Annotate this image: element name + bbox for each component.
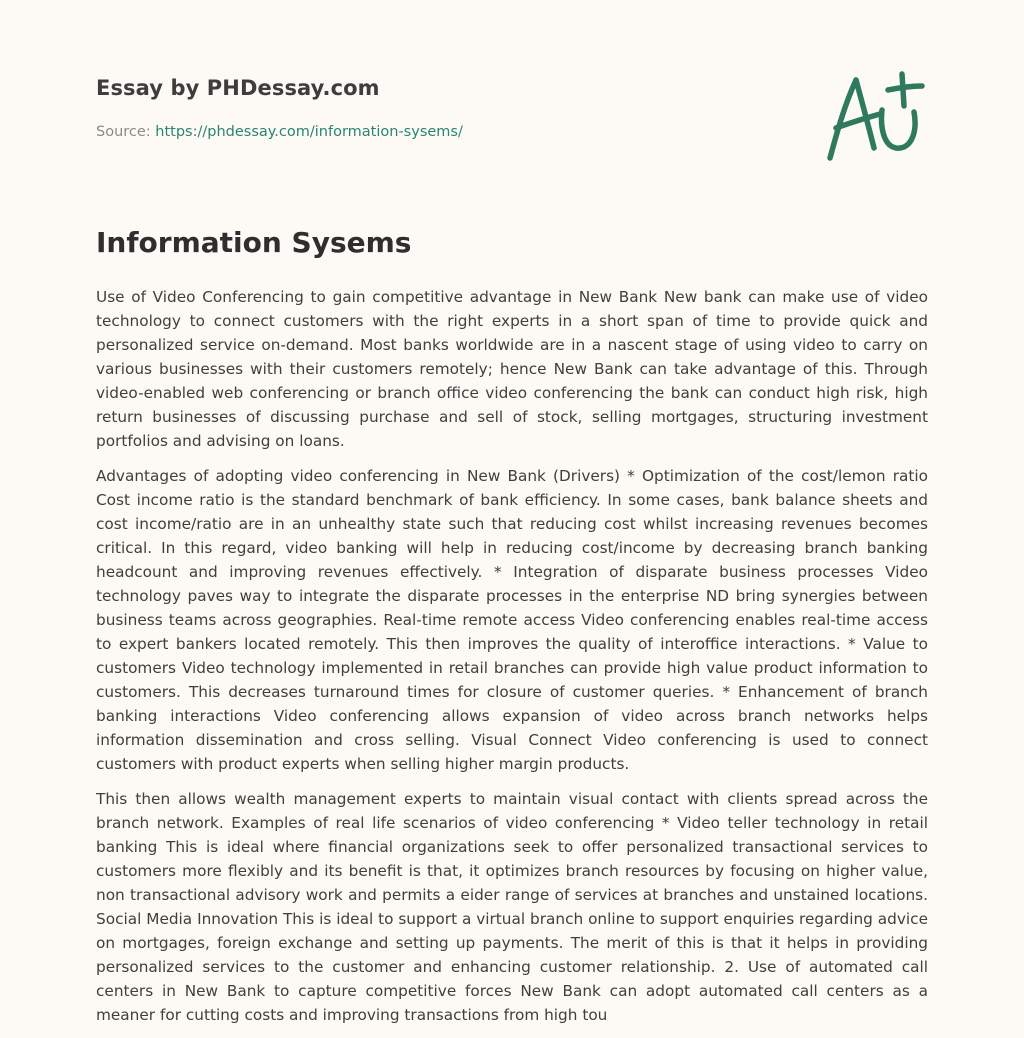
essay-paragraph: Use of Video Conferencing to gain competitive advantage in New Bank New bank can make use of video technology to connect customers with the right experts in a short span of time to provide quick and personalized service on-demand. Most banks worldwide are in a nascent stage of using video to carry on various businesses with their customers remotely; hence New Bank can take advantage of this. Through video-enabled web conferencing or branch office video conferencing the bank can conduct high risk, high return businesses of discussing purchase and sell of stock, selling mortgages, structuring investment portfolios and advising on loans. bbox=[96, 288, 928, 450]
source-link[interactable]: https://phdessay.com/information-sysems/ bbox=[155, 124, 463, 140]
essay-title: Information Sysems bbox=[96, 226, 412, 259]
essay-paragraph: This then allows wealth management experts to maintain visual contact with clients spread across the branch network. Examples of real life scenarios of video conferencing * Video teller technology in retail banking This is ideal where financial organizations seek to offer personalized transactional services to customers more flexibly and its benefit is that, it optimizes branch resources by focusing on higher value, non transactional advisory work and permits a eider range of services at branches and unstained locations. Social Media Innovation This is ideal to support a virtual branch online to support enquiries regarding advice on mortgages, foreign exchange and setting up payments. The merit of this is that it helps in providing personalized services to the customer and enhancing customer relationship. 2. Use of automated call centers in New Bank to capture competitive forces New Bank can adopt automated call centers as a meaner for cutting costs and improving transactions from high tou bbox=[96, 790, 928, 1024]
a-plus-grade-icon bbox=[822, 66, 926, 166]
essay-paragraph: Advantages of adopting video conferencing in New Bank (Drivers) * Optimization of the cost/lemon ratio Cost income ratio is the standard benchmark of bank efficiency. In some cases, bank balance sheets and cost income/ratio are in an unhealthy state such that reducing cost whilst increasing revenues becomes critical. In this regard, video banking will help in reducing cost/income by decreasing branch banking headcount and improving revenues effectively. * Integration of disparate business processes Video technology paves way to integrate the disparate processes in the enterprise ND bring synergies between business teams across geographies. Real-time remote access Video conferencing enables real-time access to expert bankers located remotely. This then improves the quality of interoffice interactions. * Value to customers Video technology implemented in retail branches can provide high value product information to customers. This decreases turnaround times for closure of customer queries. * Enhancement of branch banking interactions Video conferencing allows expansion of video across branch networks helps information dissemination and cross selling. Visual Connect Video conferencing is used to connect customers with product experts when selling higher margin products. bbox=[96, 467, 928, 773]
site-brand: Essay by PHDessay.com bbox=[96, 76, 380, 100]
essay-body bbox=[96, 285, 928, 1038]
source-line bbox=[96, 124, 463, 140]
source-label: Source: bbox=[96, 124, 151, 140]
